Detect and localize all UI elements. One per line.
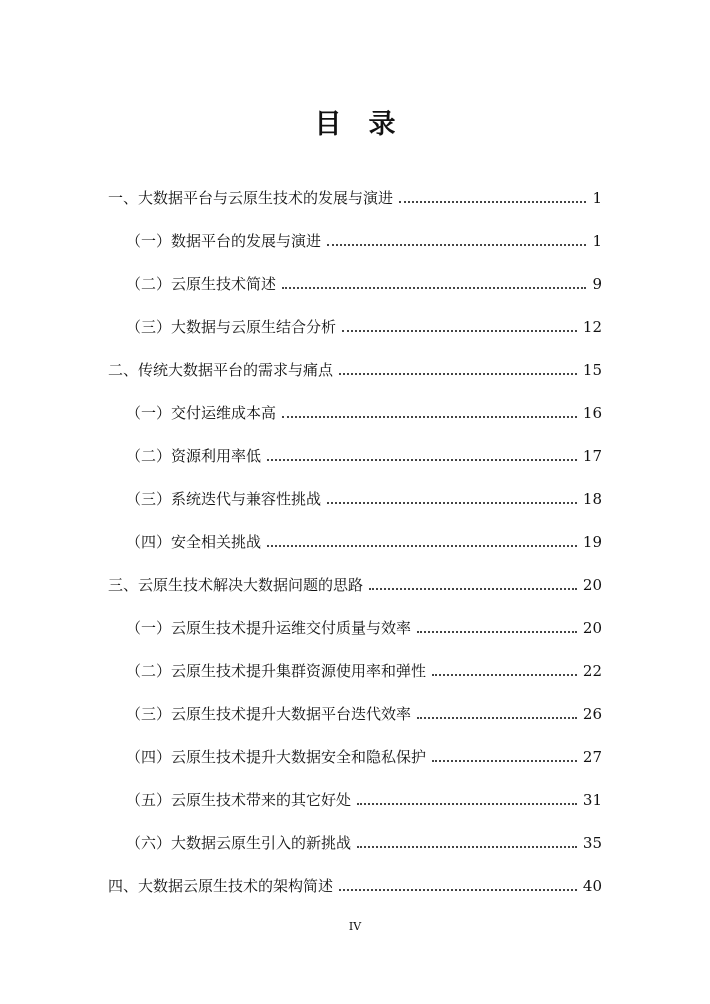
toc-entry[interactable]	[126, 655, 602, 681]
toc-entry-label: 四、大数据云原生技术的架构简述	[108, 877, 334, 895]
dot-leader	[282, 416, 577, 418]
toc-entry-page: 27	[582, 748, 602, 766]
dot-leader	[399, 201, 586, 203]
dot-leader	[357, 803, 577, 805]
toc-entry-label: （三）云原生技术提升大数据平台迭代效率	[126, 705, 412, 723]
toc-entry[interactable]	[126, 526, 602, 552]
toc-entry-label: （二）云原生技术简述	[126, 275, 277, 293]
toc-entry[interactable]	[126, 612, 602, 638]
dot-leader	[267, 545, 577, 547]
toc-entry[interactable]	[126, 741, 602, 767]
toc-entry-page: 19	[582, 533, 602, 551]
toc-entry-label: 三、云原生技术解决大数据问题的思路	[108, 576, 364, 594]
toc-entry-label: （四）安全相关挑战	[126, 533, 262, 551]
toc-entry[interactable]	[108, 569, 602, 595]
toc-entry[interactable]	[108, 354, 602, 380]
toc-entry[interactable]	[126, 483, 602, 509]
toc-entry[interactable]	[126, 225, 602, 251]
toc-entry[interactable]	[126, 827, 602, 853]
dot-leader	[357, 846, 577, 848]
toc-entry-page: 20	[582, 619, 602, 637]
dot-leader	[327, 244, 586, 246]
dot-leader	[432, 674, 577, 676]
page-number: IV	[348, 920, 362, 933]
toc-entry-label: 二、传统大数据平台的需求与痛点	[108, 361, 334, 379]
toc-entry-page: 17	[582, 447, 602, 465]
toc-entry-page: 40	[582, 877, 602, 895]
dot-leader	[417, 717, 577, 719]
toc-entry-label: 一、大数据平台与云原生技术的发展与演进	[108, 189, 394, 207]
toc-entry-page: 16	[582, 404, 602, 422]
toc-entry-page: 22	[582, 662, 602, 680]
toc-entry[interactable]	[126, 311, 602, 337]
toc-entry[interactable]	[108, 182, 602, 208]
toc-entry-label: （三）大数据与云原生结合分析	[126, 318, 337, 336]
toc-entry-page: 18	[582, 490, 602, 508]
toc-entry[interactable]	[126, 784, 602, 810]
toc-entry[interactable]	[126, 698, 602, 724]
dot-leader	[267, 459, 577, 461]
dot-leader	[339, 889, 577, 891]
toc-entry-page: 15	[582, 361, 602, 379]
toc-title: 目 录	[314, 109, 396, 140]
dot-leader	[432, 760, 577, 762]
dot-leader	[327, 502, 577, 504]
toc-entry-page: 20	[582, 576, 602, 594]
toc-entry-label: （五）云原生技术带来的其它好处	[126, 791, 352, 809]
toc-entry-page: 1	[592, 232, 602, 250]
toc-entry-label: （六）大数据云原生引入的新挑战	[126, 834, 352, 852]
toc-entry-label: （一）数据平台的发展与演进	[126, 232, 322, 250]
toc-entry-page: 9	[592, 275, 602, 293]
dot-leader	[417, 631, 577, 633]
toc-entry-page: 1	[592, 189, 602, 207]
toc-entry-page: 26	[582, 705, 602, 723]
toc-entry-label: （二）资源利用率低	[126, 447, 262, 465]
dot-leader	[339, 373, 577, 375]
toc-entry[interactable]	[108, 870, 602, 896]
toc-entry-label: （三）系统迭代与兼容性挑战	[126, 490, 322, 508]
toc-entry[interactable]	[126, 397, 602, 423]
toc-entry-label: （一）交付运维成本高	[126, 404, 277, 422]
dot-leader	[282, 287, 586, 289]
toc-entry[interactable]	[126, 440, 602, 466]
toc-entry[interactable]	[126, 268, 602, 294]
dot-leader	[369, 588, 577, 590]
toc-entry-page: 31	[582, 791, 602, 809]
toc-entry-label: （二）云原生技术提升集群资源使用率和弹性	[126, 662, 427, 680]
toc-entry-page: 35	[582, 834, 602, 852]
toc-entry-page: 12	[582, 318, 602, 336]
toc-entry-label: （四）云原生技术提升大数据安全和隐私保护	[126, 748, 427, 766]
dot-leader	[342, 330, 577, 332]
toc-entry-label: （一）云原生技术提升运维交付质量与效率	[126, 619, 412, 637]
